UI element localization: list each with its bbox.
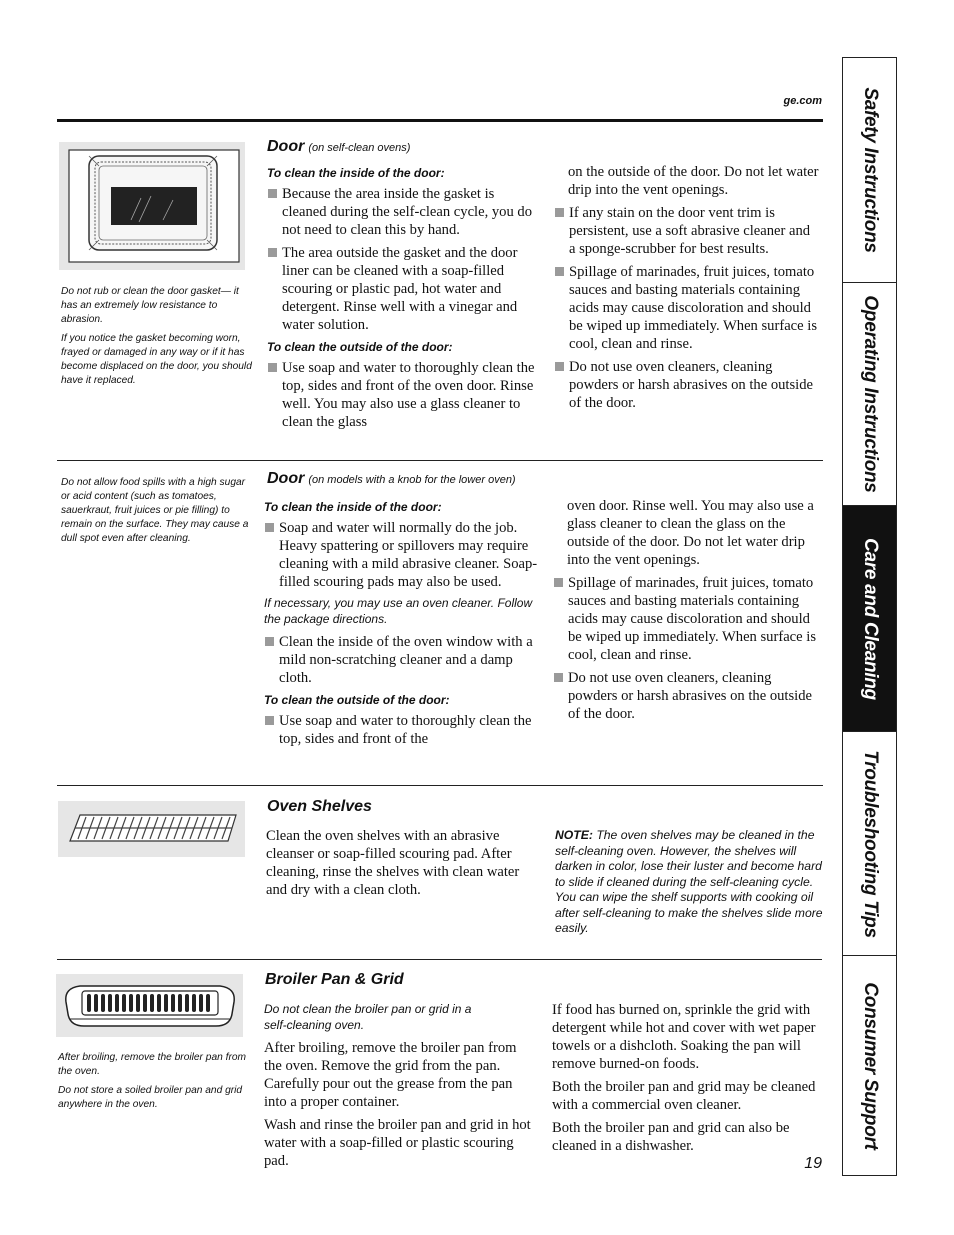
bullet-item: Spillage of marinades, fruit juices, tomato sauces and basting materials containing acids may cause discoloration and should be wiped up immediately. When surface is cool, clean and rinse. [554, 263, 820, 353]
inside-note: If necessary, you may use an oven cleaner. Follow the package directions. [264, 596, 533, 626]
bullet-item: Use soap and water to thoroughly clean the top, sides and front of the [264, 712, 540, 748]
subheading: To clean the inside of the door: [264, 500, 442, 514]
oven-door-illustration [59, 142, 245, 270]
continuation-text: on the outside of the door. Do not let water drip into the vent openings. [568, 164, 819, 198]
side-note: Do not allow food spills with a high sugar or acid content (such as tomatoes, sauerkraut, fruit juices or pie filling) to remain on the surface. They may cause a dull spot even after cleaning. [61, 477, 249, 544]
door-self-clean-right-column [554, 163, 820, 417]
body-text: After broiling, remove the broiler pan from the oven. Remove the grid from the pan. Carefully pour out the grease from the pan into a proper container. [264, 1040, 517, 1110]
body-text: Clean the oven shelves with an abrasive cleanser or soap-filled scouring pad. After cleaning, rinse the shelves with clean water and dry with a clean cloth. [266, 828, 520, 898]
bullet-item: Do not use oven cleaners, cleaning powders or harsh abrasives on the outside of the door. [554, 358, 820, 412]
tab-care-and-cleaning[interactable] [843, 506, 896, 732]
page-number: 19 [804, 1155, 822, 1172]
bullet-item: Do not use oven cleaners, cleaning powders or harsh abrasives on the outside of the door. [553, 669, 821, 723]
tab-troubleshooting-tips[interactable] [843, 732, 896, 956]
broiler-right-column [552, 1001, 824, 1160]
section-title: Door [267, 470, 305, 487]
divider [57, 785, 823, 786]
door-gasket-caution [61, 285, 256, 393]
side-note: Do not rub or clean the door gasket— it has an extremely low resistance to abrasion. [61, 286, 239, 325]
bullet-item: Soap and water will normally do the job. Heavy spattering or spillovers may require cleaning with a mild abrasive cleaner. Soap-filled scouring pads may also be used. [264, 519, 540, 591]
door-self-clean-left-column [267, 165, 539, 436]
subheading: To clean the outside of the door: [264, 693, 450, 707]
top-rule [57, 119, 823, 122]
section-subtitle: (on models with a knob for the lower oven) [308, 474, 516, 486]
oven-shelf-illustration [58, 801, 245, 857]
body-text: Both the broiler pan and grid may be cleaned with a commercial oven cleaner. [552, 1079, 816, 1113]
section-tabs [842, 57, 897, 1176]
section-subtitle: (on self-clean ovens) [308, 142, 411, 154]
broiler-pan-grid-icon [56, 974, 243, 1037]
note-label: NOTE: [555, 828, 593, 842]
oven-door-gasket-icon [59, 142, 245, 270]
subheading: To clean the inside of the door: [267, 166, 445, 180]
body-text: Both the broiler pan and grid can also be cleaned in a dishwasher. [552, 1120, 790, 1154]
subheading: To clean the outside of the door: [267, 340, 453, 354]
tab-operating-instructions[interactable] [843, 283, 896, 506]
door-knob-right-column [553, 497, 821, 728]
broiler-pan-illustration [56, 974, 243, 1037]
body-text: Wash and rinse the broiler pan and grid in hot water with a soap-filled or plastic scouring pad. [264, 1117, 531, 1169]
tab-label: Consumer Support [859, 981, 881, 1150]
broiler-warning: Do not clean the broiler pan or grid in a self-cleaning oven. [264, 1002, 472, 1032]
oven-shelf-icon [58, 801, 245, 857]
bullet-item: If any stain on the door vent trim is persistent, use a soft abrasive cleaner and a sponge-scrubber for best results. [554, 204, 820, 258]
bullet-item: The area outside the gasket and the door liner can be cleaned with a soap-filled scouring or plastic pad, hot water and detergent. Rinse well with a vinegar and water solution. [267, 244, 539, 334]
divider [57, 959, 822, 960]
bullet-item: Use soap and water to thoroughly clean the top, sides and front of the oven door. Rinse well. You may also use a glass cleaner to clean the glass [267, 359, 539, 431]
door-self-clean-heading [267, 138, 807, 156]
side-note: If you notice the gasket becoming worn, frayed or damaged in any way or if it has become displaced on the door, you should have it replaced. [61, 333, 252, 386]
side-note: Do not store a soiled broiler pan and grid anywhere in the oven. [58, 1085, 243, 1110]
oven-shelves-note [555, 828, 823, 942]
broiler-caution [58, 1051, 248, 1117]
tab-label: Safety Instructions [859, 87, 881, 253]
oven-shelves-title: Oven Shelves [267, 798, 372, 815]
tab-safety-instructions[interactable] [843, 58, 896, 283]
tab-label: Operating Instructions [859, 295, 881, 493]
bullet-item: Spillage of marinades, fruit juices, tomato sauces and basting materials containing acids may cause discoloration and should be wiped up immediately. When surface is cool, clean and rinse. [553, 574, 821, 664]
broiler-title: Broiler Pan & Grid [265, 971, 404, 988]
bullet-item: Clean the inside of the oven window with a mild non-scratching cleaner and a damp cloth. [264, 633, 540, 687]
tab-label: Troubleshooting Tips [859, 749, 881, 938]
food-spill-caution [61, 476, 251, 551]
door-knob-heading [267, 470, 807, 488]
site-url: ge.com [783, 95, 822, 107]
tab-label: Care and Cleaning [859, 537, 881, 700]
body-text: If food has burned on, sprinkle the grid with detergent while hot and cover with wet paper towels or a dishcloth. Soaking the pan will remove burned-on foods. [552, 1002, 816, 1072]
section-title: Door [267, 138, 305, 155]
door-knob-left-column [264, 499, 540, 753]
divider [57, 460, 823, 461]
continuation-text: oven door. Rinse well. You may also use a glass cleaner to clean the glass on the outside of the door. Do not let water drip into the vent openings. [567, 498, 814, 568]
broiler-left-column [264, 1002, 536, 1175]
tab-consumer-support[interactable] [843, 956, 896, 1175]
bullet-item: Because the area inside the gasket is cleaned during the self-clean cycle, you do not need to clean this by hand. [267, 185, 539, 239]
note-text [555, 828, 823, 937]
oven-shelves-body [266, 827, 528, 904]
side-note: After broiling, remove the broiler pan from the oven. [58, 1052, 246, 1077]
note-body: The oven shelves may be cleaned in the self-cleaning oven. However, the shelves will darken in color, lose their luster and become hard to slide if cleaned during the self-cleaning cycle. You can wipe the shelf supports with cooking oil after self-cleaning to make the shelves slide more easily. [555, 828, 823, 935]
